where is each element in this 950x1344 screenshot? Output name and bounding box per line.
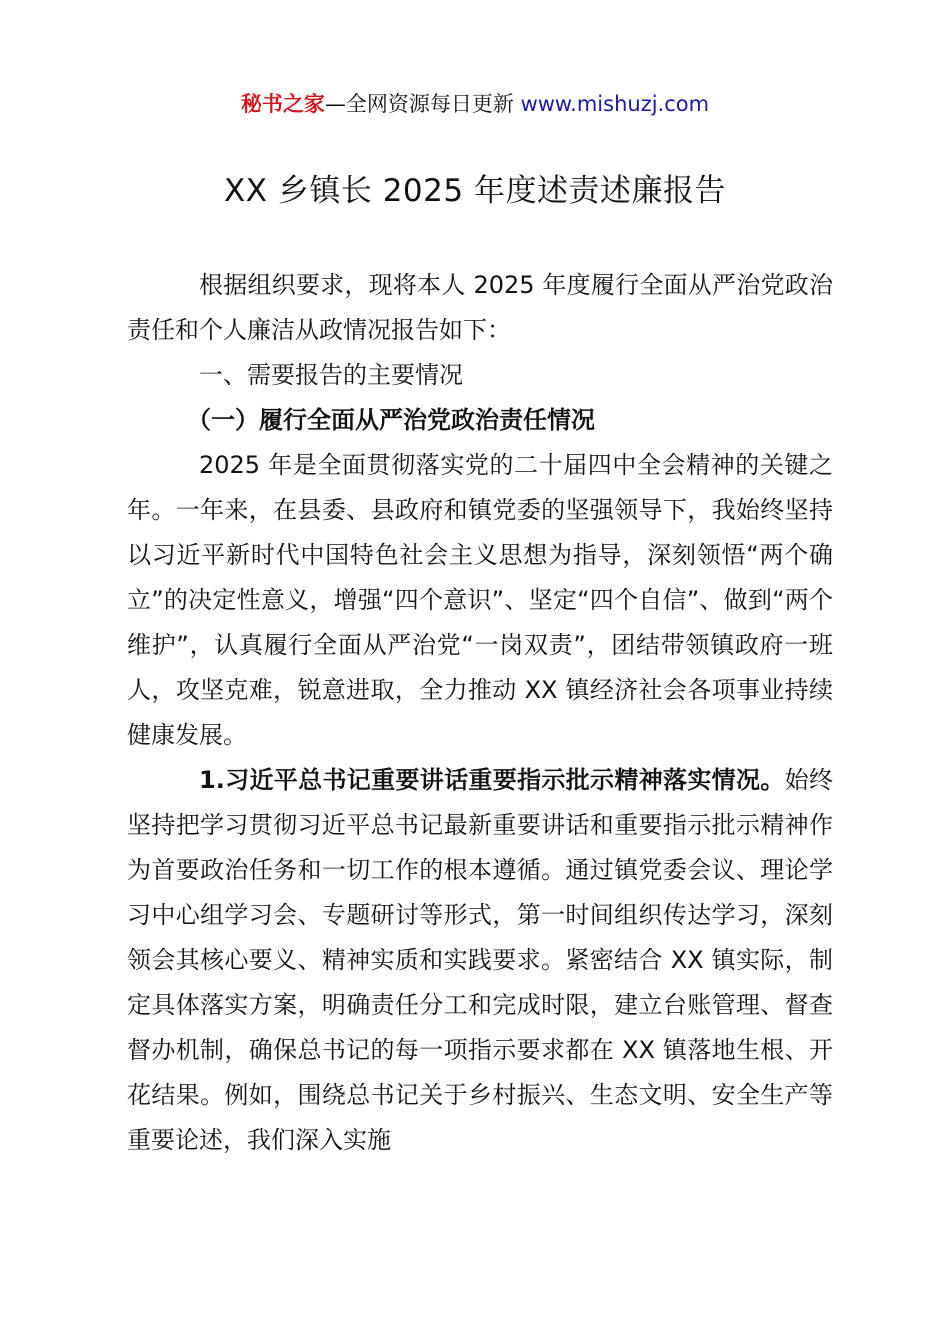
brand-name: 秘书之家 xyxy=(240,92,325,116)
body-paragraph: 2025 年是全面贯彻落实党的二十届四中全会精神的关键之年。一年来，在县委、县政府和镇党委的坚强领导下，我始终坚持以习近平新时代中国特色社会主义思想为指导，深刻领悟“两个确立”的决定性意义，增强“四个意识”、坚定“四个自信”、做到“两个维护”，认真履行全面从严治党“一岗双责”，团结带领镇政府一班人，攻坚克难，锐意进取，全力推动 XX 镇经济社会各项事业持续健康发展。 xyxy=(127,451,833,749)
item-body: 始终坚持把学习贯彻习近平总书记最新重要讲话和重要指示批示精神作为首要政治任务和一切工作的根本遵循。通过镇党委会议、理论学习中心组学习会、专题研讨等形式，第一时间组织传达学习，深刻领会其核心要义、精神实质和实践要求。紧密结合 XX 镇实际，制定具体落实方案，明确责任分工和完成时限，建立台账管理、督查督办机制，确保总书记的每一项指示要求都在 XX 镇落地生根、开花结果。例如，围绕总书记关于乡村振兴、生态文明、安全生产等重要论述，我们深入实施 xyxy=(127,766,833,1154)
document-title: XX 乡镇长 2025 年度述责述廉报告 xyxy=(224,173,726,209)
site-url[interactable]: www.mishuzj.com xyxy=(520,92,710,116)
subsection-heading: （一）履行全面从严治党政治责任情况 xyxy=(187,406,595,434)
intro-paragraph: 根据组织要求，现将本人 2025 年度履行全面从严治党政治责任和个人廉洁从政情况报告如下： xyxy=(127,271,833,344)
section-heading: 一、需要报告的主要情况 xyxy=(199,361,463,389)
document-body xyxy=(127,263,833,1163)
header-tagline: —全网资源每日更新 xyxy=(324,92,521,116)
page-header xyxy=(0,88,950,120)
item-heading: 1.习近平总书记重要讲话重要指示批示精神落实情况。 xyxy=(199,766,785,794)
item-paragraph xyxy=(127,758,833,1163)
